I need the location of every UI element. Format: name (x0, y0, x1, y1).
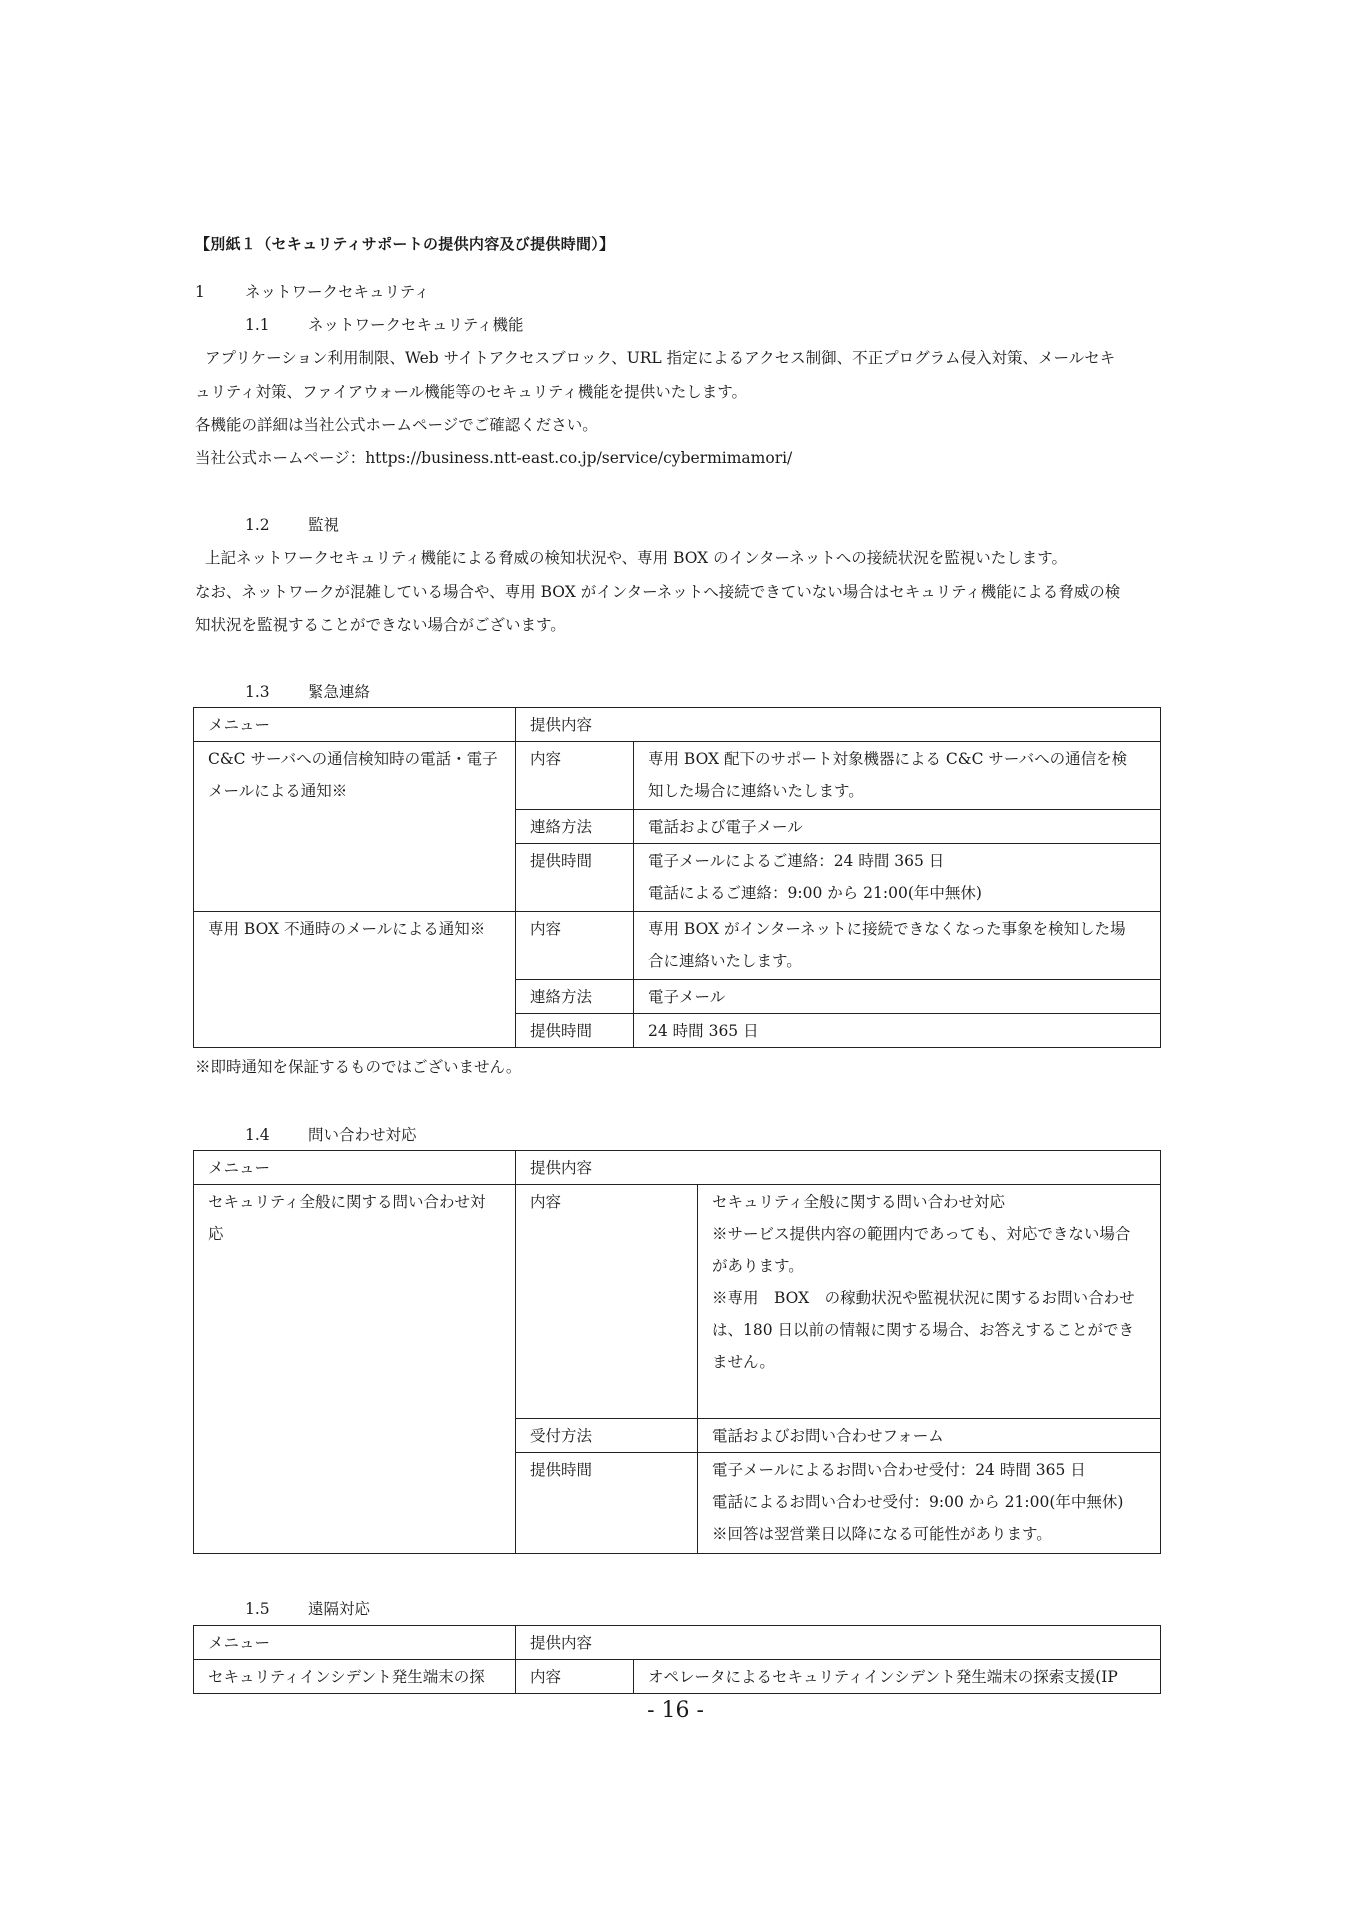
row-value: 24 時間 365 日 (634, 1014, 1161, 1048)
row-value: 電話およびお問い合わせフォーム (698, 1419, 1161, 1453)
row-value: 電話および電子メール (634, 810, 1161, 844)
appendix-heading: 【別紙１（セキュリティサポートの提供内容及び提供時間）】 (195, 235, 615, 253)
row-value: 専用 BOX 配下のサポート対象機器による C&C サーバへの通信を検 知した場合に連絡いたします。 (634, 742, 1161, 810)
row-label: 提供時間 (516, 844, 634, 912)
row-label: 提供時間 (516, 1453, 698, 1554)
menu-cell: 専用 BOX 不通時のメールによる通知※ (194, 912, 516, 1048)
paragraph-line: 上記ネットワークセキュリティ機能による脅威の検知状況や、専用 BOX のインターネットへの接続状況を監視いたします。 (205, 549, 1068, 567)
section-1-2-title: 監視 (308, 516, 340, 534)
row-label: 内容 (516, 912, 634, 980)
section-1-5-number: 1.5 (245, 1600, 270, 1618)
section-1-4-number: 1.4 (245, 1126, 270, 1144)
menu-cell: C&C サーバへの通信検知時の電話・電子 メールによる通知※ (194, 742, 516, 912)
section-1-1-number: 1.1 (245, 316, 270, 334)
inquiry-table (193, 1150, 1161, 1554)
menu-cell: セキュリティインシデント発生端末の探 (194, 1660, 516, 1694)
section-1-title: ネットワークセキュリティ (245, 283, 430, 301)
table-header-content: 提供内容 (516, 1151, 1161, 1185)
menu-cell: セキュリティ全般に関する問い合わせ対 応 (194, 1185, 516, 1554)
row-value: 電子メールによるご連絡：24 時間 365 日 電話によるご連絡：9:00 から 21:00(年中無休) (634, 844, 1161, 912)
row-value: セキュリティ全般に関する問い合わせ対応 ※サービス提供内容の範囲内であっても、対応できない場合 があります。 ※専用 BOX の稼動状況や監視状況に関するお問い合わせ は、180 日以前の情報に関する場合、お答えすることができ ません。 (698, 1185, 1161, 1419)
table-header-content: 提供内容 (516, 708, 1161, 742)
section-1-4-title: 問い合わせ対応 (308, 1126, 417, 1144)
row-value: オペレータによるセキュリティインシデント発生端末の探索支援(IP (634, 1660, 1161, 1694)
row-label: 内容 (516, 1660, 634, 1694)
row-value: 電子メール (634, 980, 1161, 1014)
paragraph-line: なお、ネットワークが混雑している場合や、専用 BOX がインターネットへ接続できていない場合はセキュリティ機能による脅威の検 (195, 583, 1121, 601)
paragraph-line: 各機能の詳細は当社公式ホームページでご確認ください。 (195, 416, 598, 434)
row-label: 提供時間 (516, 1014, 634, 1048)
remote-support-table (193, 1625, 1161, 1694)
table-header-content: 提供内容 (516, 1626, 1161, 1660)
row-label: 内容 (516, 1185, 698, 1419)
section-1-1-title: ネットワークセキュリティ機能 (308, 316, 524, 334)
section-1-3-number: 1.3 (245, 683, 270, 701)
homepage-url-line: 当社公式ホームページ：https://business.ntt-east.co.jp/service/cybermimamori/ (195, 449, 793, 467)
table-header-menu: メニュー (194, 1151, 516, 1185)
paragraph-line: ュリティ対策、ファイアウォール機能等のセキュリティ機能を提供いたします。 (195, 383, 747, 401)
emergency-contact-table (193, 707, 1161, 1048)
table-header-menu: メニュー (194, 1626, 516, 1660)
page-number: - 16 - (647, 1698, 704, 1723)
row-value: 電子メールによるお問い合わせ受付：24 時間 365 日 電話によるお問い合わせ受付：9:00 から 21:00(年中無休) ※回答は翌営業日以降になる可能性があります。 (698, 1453, 1161, 1554)
section-1-2-number: 1.2 (245, 516, 270, 534)
section-1-5-title: 遠隔対応 (308, 1600, 371, 1618)
table-header-menu: メニュー (194, 708, 516, 742)
section-1-number: 1 (195, 283, 205, 301)
paragraph-line: 知状況を監視することができない場合がございます。 (195, 616, 566, 634)
section-1-3-title: 緊急連絡 (308, 683, 371, 701)
table-note: ※即時通知を保証するものではございません。 (195, 1058, 522, 1076)
row-label: 連絡方法 (516, 810, 634, 844)
row-label: 連絡方法 (516, 980, 634, 1014)
row-label: 受付方法 (516, 1419, 698, 1453)
row-label: 内容 (516, 742, 634, 810)
paragraph-line: アプリケーション利用制限、Web サイトアクセスブロック、URL 指定によるアクセス制御、不正プログラム侵入対策、メールセキ (205, 349, 1116, 367)
row-value: 専用 BOX がインターネットに接続できなくなった事象を検知した場 合に連絡いたします。 (634, 912, 1161, 980)
